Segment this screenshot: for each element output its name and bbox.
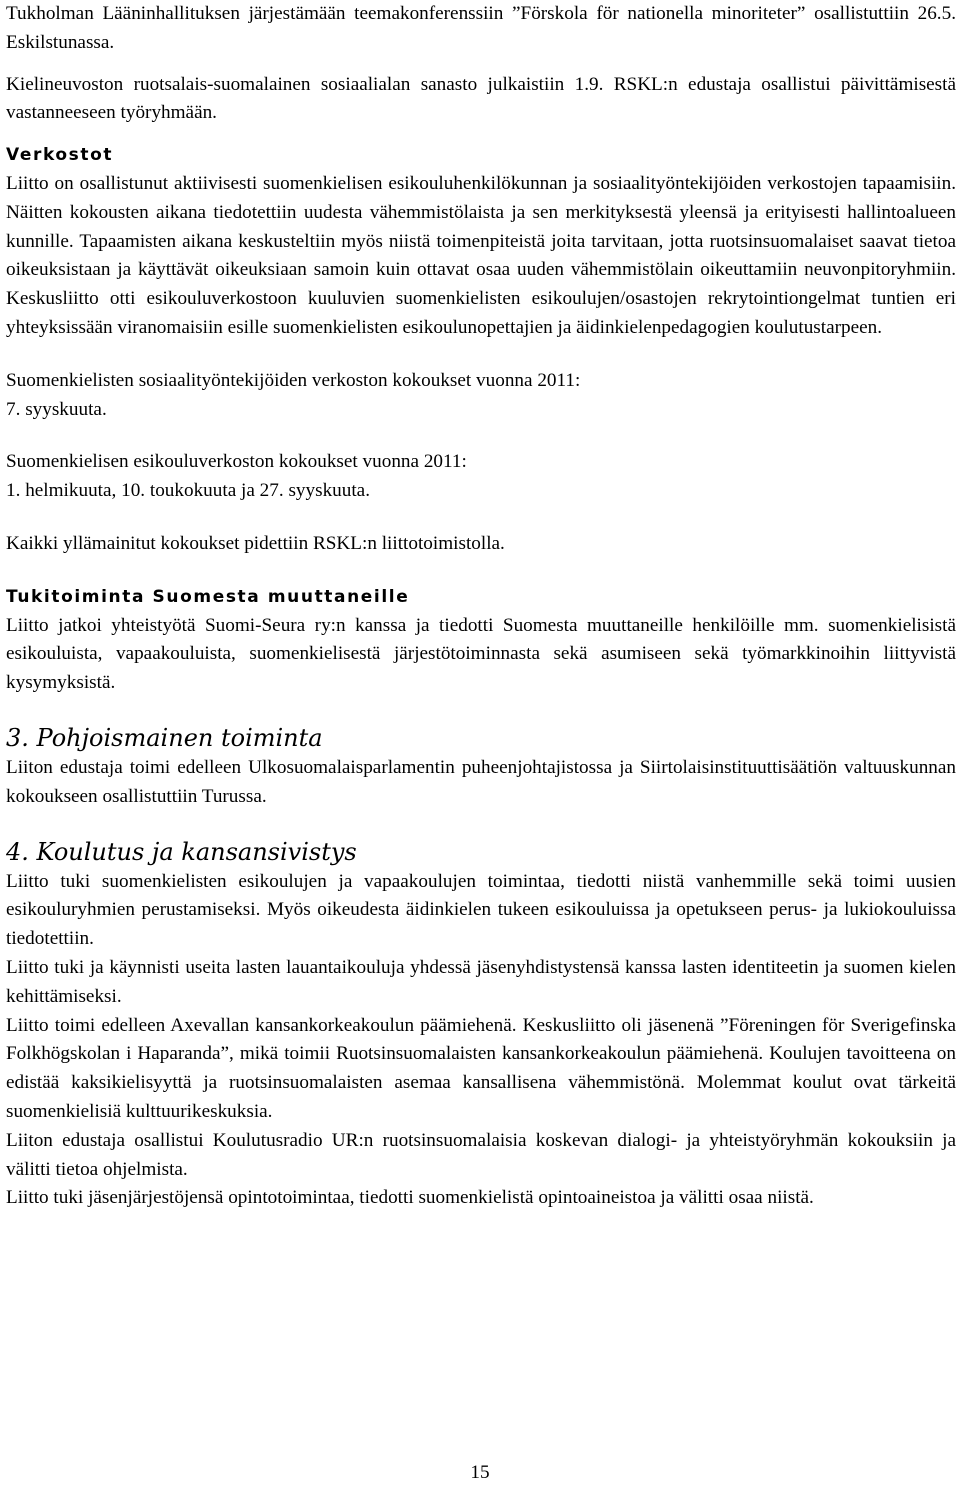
tukitoiminta-section [6, 583, 956, 698]
tukitoiminta-heading: Tukitoiminta Suomesta muuttaneille [6, 586, 410, 607]
social-meetings-dates: 7. syyskuuta. [6, 398, 107, 420]
intro-paragraph-1: Tukholman Lääninhallituksen järjestämään teemakonferenssiin ”Förskola för nationella minoriteter” osallistuttiin 26.5. Eskilstunassa. [6, 3, 956, 53]
section-4 [6, 836, 956, 1214]
section-4-heading: 4. Koulutus ja kansansivistys [6, 837, 357, 866]
section-3-body: Liiton edustaja toimi edelleen Ulkosuomalaisparlamentin puheenjohtajistossa ja Siirtolaisinstituuttisäätiön valtuuskunnan kokoukseen osallistuttiin Turussa. [6, 756, 956, 807]
preschool-meetings-dates: 1. helmikuuta, 10. toukokuuta ja 27. syyskuuta. [6, 480, 370, 502]
section-4-paragraph: Liitto tuki suomenkielisten esikoulujen ja vapaakoulujen toimintaa, tiedotti niistä vanhemmille sekä toimi uusien esikouluryhmien perustamiseksi. Myös oikeudesta äidinkielen tukeen esikouluissa ja opetukseen perus- ja lukiokouluissa tiedotettiin. [6, 870, 956, 950]
tukitoiminta-body: Liitto jatkoi yhteistyötä Suomi-Seura ry:n kanssa ja tiedotti Suomesta muuttaneille henkilöille mm. suomenkielisistä esikouluista, vapaakouluista, suomenkielisestä järjestötoiminnasta sekä asumiseen sekä työmarkkinoihin liittyvistä kysymyksistä. [6, 614, 956, 694]
section-3 [6, 722, 956, 812]
intro-paragraph-2: Kielineuvoston ruotsalais-suomalainen sosiaalialan sanasto julkaistiin 1.9. RSKL:n edustaja osallistui päivittämisestä vastanneeseen työryhmään. [6, 73, 956, 124]
social-meetings-label: Suomenkielisten sosiaalityöntekijöiden verkoston kokoukset vuonna 2011: [6, 369, 581, 391]
verkostot-section [6, 141, 956, 559]
section-4-paragraph: Liitto toimi edelleen Axevallan kansankorkeakoulun päämiehenä. Keskusliitto oli jäsenenä ”Föreningen för Sverigefinska Folkhögskolan i Haparanda”, mikä toimii Ruotsinsuomalaisten kansankorkeakoulun päämiehenä. Koulujen tavoitteena on edistää kaksikielisyyttä ja ruotsinsuomalaisten asemaa kansallisena vähemmistönä. Molemmat koulut ovat tärkeitä suomenkielisiä kulttuurikeskuksia. [6, 1014, 956, 1122]
verkostot-heading: Verkostot [6, 145, 114, 166]
verkostot-body: Liitto on osallistunut aktiivisesti suomenkielisen esikouluhenkilökunnan ja sosiaalityöntekijöiden verkostojen tapaamisiin. Näitten kokousten aikana tiedotettiin uudesta vähemmistölaista ja sen merkityksestä yleensä ja erityisesti hallintoalueen kunnille. Tapaamisten aikana keskusteltiin myös niistä toimenpiteistä joita tarvitaan, jotta ruotsinsuomalaiset saavat tietoa oikeuksistaan ja käyttävät oikeuksiaan samoin kuin ottavat osaa uuden vähemmistölain oikeuttamiin neuvonpitoryhmiin. Keskusliitto otti esikouluverkostoon kuuluvien suomenkielisten esikoulujen/osastojen rekrytointiongelmat tuntien eri yhteyksissään viranomaisiin esille suomenkielisten esikoulunopettajien ja äidinkielenpedagogien koulutustarpeen. [6, 172, 956, 338]
venue-note: Kaikki yllämainitut kokoukset pidettiin RSKL:n liittotoimistolla. [6, 532, 505, 554]
section-4-paragraph: Liitto tuki jäsenjärjestöjensä opintotoimintaa, tiedotti suomenkielistä opintoaineistoa ja välitti osaa niistä. [6, 1187, 814, 1209]
page-number: 15 [470, 1462, 490, 1483]
section-4-paragraph: Liitto tuki ja käynnisti useita lasten lauantaikouluja yhdessä jäsenyhdistystensä kanssa lasten identiteetin ja suomen kielen kehittämiseksi. [6, 956, 956, 1007]
section-4-paragraph: Liiton edustaja osallistui Koulutusradio UR:n ruotsinsuomalaisia koskevan dialogi- ja yhteistyöryhmän kokouksiin ja välitti tietoa ohjelmista. [6, 1129, 956, 1180]
document-page [6, 0, 956, 1213]
section-3-heading: 3. Pohjoismainen toiminta [6, 723, 323, 752]
preschool-meetings-label: Suomenkielisen esikouluverkoston kokoukset vuonna 2011: [6, 451, 467, 473]
